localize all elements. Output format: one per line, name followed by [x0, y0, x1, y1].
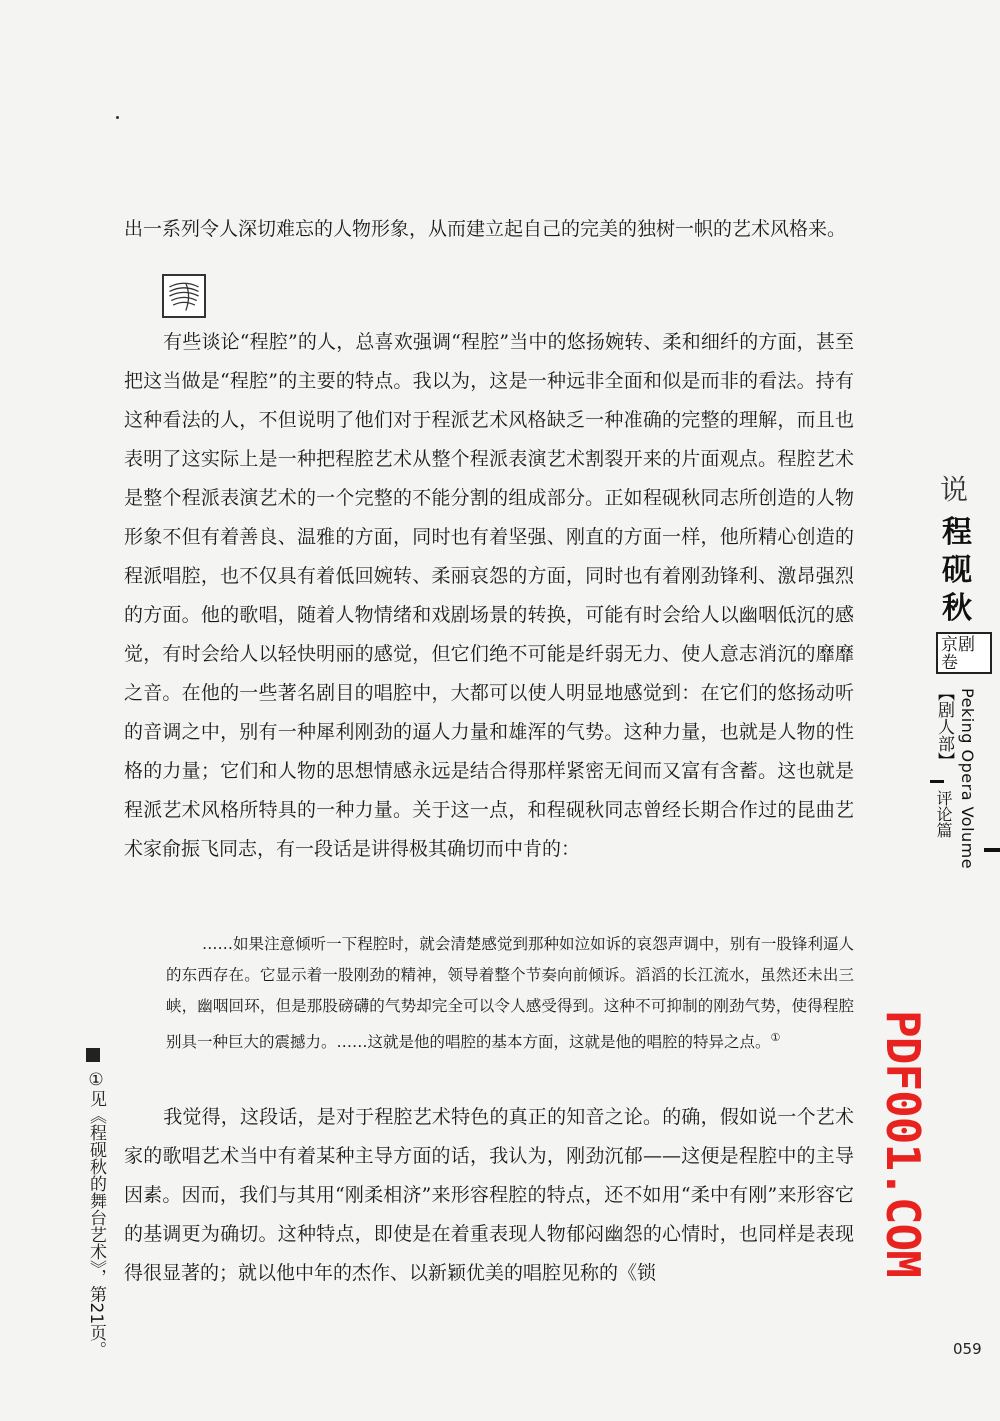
sidebar-marker-bar [984, 848, 1000, 852]
section-emblem-icon [162, 274, 206, 318]
watermark: PDF001.COM [876, 1010, 930, 1277]
volume-box-line2: 卷 [941, 653, 958, 673]
stray-dot [116, 116, 119, 119]
main-paragraph: 有些谈论“程腔”的人，总喜欢强调“程腔”当中的悠扬婉转、柔和细纤的方面，甚至把这当做是“程腔”的主要的特点。我以为，这是一种远非全面和似是而非的看法。持有这种看法的人，不但说明了他们对于程派艺术风格缺乏一种准确的完整的理解，而且也表明了这实际上是一种把程腔艺术从整个程派表演艺术割裂开来的片面观点。程腔艺术是整个程派表演艺术的一个完整的不能分割的组成部分。正如程砚秋同志所创造的人物形象不但有着善良、温雅的方面，同时也有着坚强、刚直的方面一样，他所精心创造的程派唱腔，也不仅具有着低回婉转、柔丽哀怨的方面，同时也有着刚劲锋利、激昂强烈的方面。他的歌唱，随着人物情绪和戏剧场景的转换，可能有时会给人以幽咽低沉的感觉，有时会给人以轻快明丽的感觉，但它们绝不可能是纤弱无力、使人意志消沉的靡靡之音。在他的一些著名剧目的唱腔中，大都可以使人明显地感觉到：在它们的悠扬动听的音调之中，别有一种犀利刚劲的逼人力量和雄浑的气势。这种力量，也就是人物的性格的力量；它们和人物的思想情感永远是结合得那样紧密无间而又富有含蓄。这也就是程派艺术风格所特具的一种力量。关于这一点，和程砚秋同志曾经长期合作过的昆曲艺术家俞振飞同志，有一段话是讲得极其确切而中肯的： [124, 331, 854, 860]
footnote-marker [86, 1048, 100, 1062]
block-quote: ……如果注意倾听一下程腔时，就会清楚感觉到那种如泣如诉的哀怨声调中，别有一股锋利逼人的东西存在。它显示着一股刚劲的精神，领导着整个节奏向前倾诉。滔滔的长江流水，虽然还未出三峡，幽咽回环，但是那股磅礴的气势却完全可以令人感受得到。这种不可抑制的刚劲气势，使得程腔别具一种巨大的震撼力。……这就是他的唱腔的基本方面，这就是他的唱腔的特异之点。① [166, 935, 854, 1052]
footnote-ref: ① [770, 1031, 781, 1044]
sidebar-section: 【剧人部】 [934, 684, 954, 769]
sidebar-rule [930, 780, 944, 783]
sidebar-volume-box [936, 632, 992, 674]
sidebar-shuo: 说 [940, 473, 969, 506]
paragraph-continued: 出一系列令人深切难忘的人物形象，从而建立起自己的完美的独树一帜的艺术风格来。 [124, 218, 847, 240]
page-number: 059 [953, 1340, 982, 1358]
volume-box-line1: 京剧 [941, 635, 975, 655]
sidebar-name: 程砚秋 [942, 515, 972, 626]
closing-paragraph: 我觉得，这段话，是对于程腔艺术特色的真正的知音之论。的确，假如说一个艺术家的歌唱艺术当中有着某种主导方面的话，我认为，刚劲沉郁——这便是程腔中的主导因素。因而，我们与其用“刚柔相济”来形容程腔的特点，还不如用“柔中有刚”来形容它的基调更为确切。这种特点，即使是在着重表现人物郁闷幽怨的心情时，也同样是表现得很显著的；就以他中年的杰作、以新颖优美的唱腔见称的《锁 [124, 1106, 854, 1284]
footnote: ①见《程砚秋的舞台艺术》，第21页。 [86, 1070, 106, 1359]
sidebar-subsection: 评论篇 [934, 790, 953, 838]
sidebar-english-title: Peking Opera Volume [958, 688, 977, 870]
